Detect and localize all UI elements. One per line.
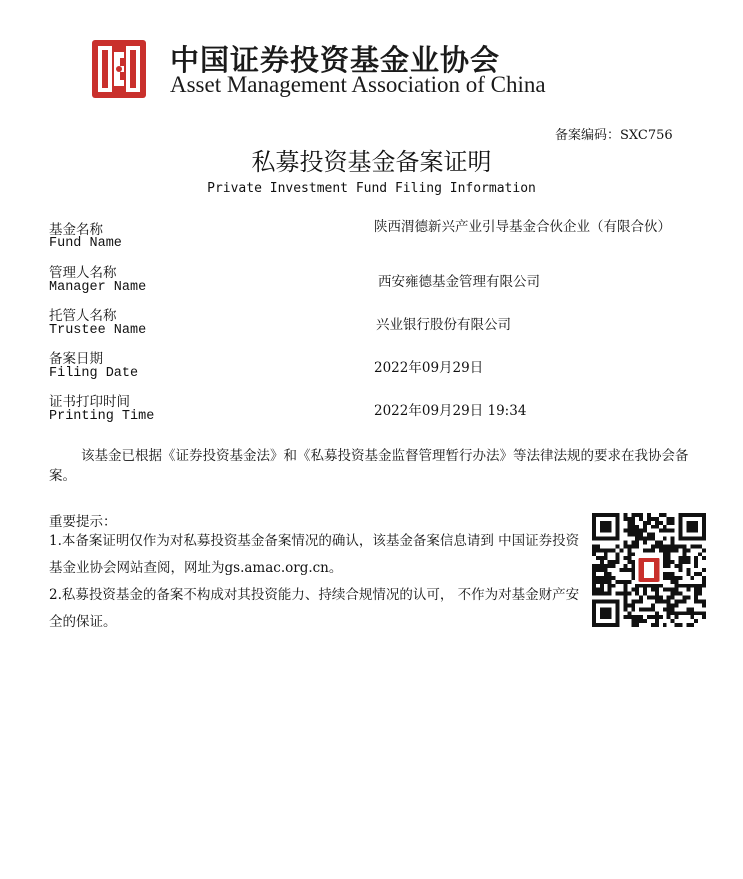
filing-date-label-cn: 备案日期 — [49, 351, 103, 367]
org-name-cn: 中国证券投资基金业协会 — [170, 43, 501, 77]
printing-time-label-en: Printing Time — [49, 409, 155, 424]
notice-title: 重要提示： — [49, 514, 117, 530]
manager-name-label-cn: 管理人名称 — [49, 265, 117, 281]
fund-name-label-en: Fund Name — [49, 236, 122, 251]
manager-name-label-en: Manager Name — [49, 280, 147, 295]
filing-date-value: 2022年09月29日 — [374, 360, 484, 376]
document-title-cn: 私募投资基金备案证明 — [251, 148, 492, 176]
trustee-name-label-cn: 托管人名称 — [49, 308, 117, 324]
amac-logo-icon — [92, 40, 146, 98]
filing-date-label-en: Filing Date — [49, 366, 139, 381]
manager-name-value: 西安雍德基金管理有限公司 — [378, 274, 540, 290]
fund-name-value: 陕西渭德新兴产业引导基金合伙企业（有限合伙） — [374, 219, 671, 235]
org-name-en: Asset Management Association of China — [170, 72, 546, 97]
notice-item: 2.私募投资基金的备案不构成对其投资能力、持续合规情况的认可， 不作为对基金财产安全的保证。 — [49, 587, 580, 630]
printing-time-label-cn: 证书打印时间 — [49, 394, 130, 410]
notice-list — [49, 528, 584, 636]
fund-name-label-cn: 基金名称 — [49, 222, 103, 238]
document-title-en: Private Investment Fund Filing Information — [207, 181, 536, 196]
trustee-name-value: 兴业银行股份有限公司 — [376, 317, 511, 333]
filing-statement: 该基金已根据《证券投资基金法》和《私募投资基金监督管理暂行办法》等法律法规的要求在我协会备案。 — [49, 448, 689, 484]
qr-code-icon[interactable] — [592, 513, 706, 627]
printing-time-value: 2022年09月29日 19:34 — [374, 403, 527, 419]
notice-item: 1.本备案证明仅作为对私募投资基金备案情况的确认，该基金备案信息请到 中国证券投资基金业协会网站查阅，网址为gs.amac.org.cn。 — [49, 533, 580, 576]
trustee-name-label-en: Trustee Name — [49, 323, 147, 338]
filing-code: 备案编码：SXC756 — [555, 128, 673, 143]
